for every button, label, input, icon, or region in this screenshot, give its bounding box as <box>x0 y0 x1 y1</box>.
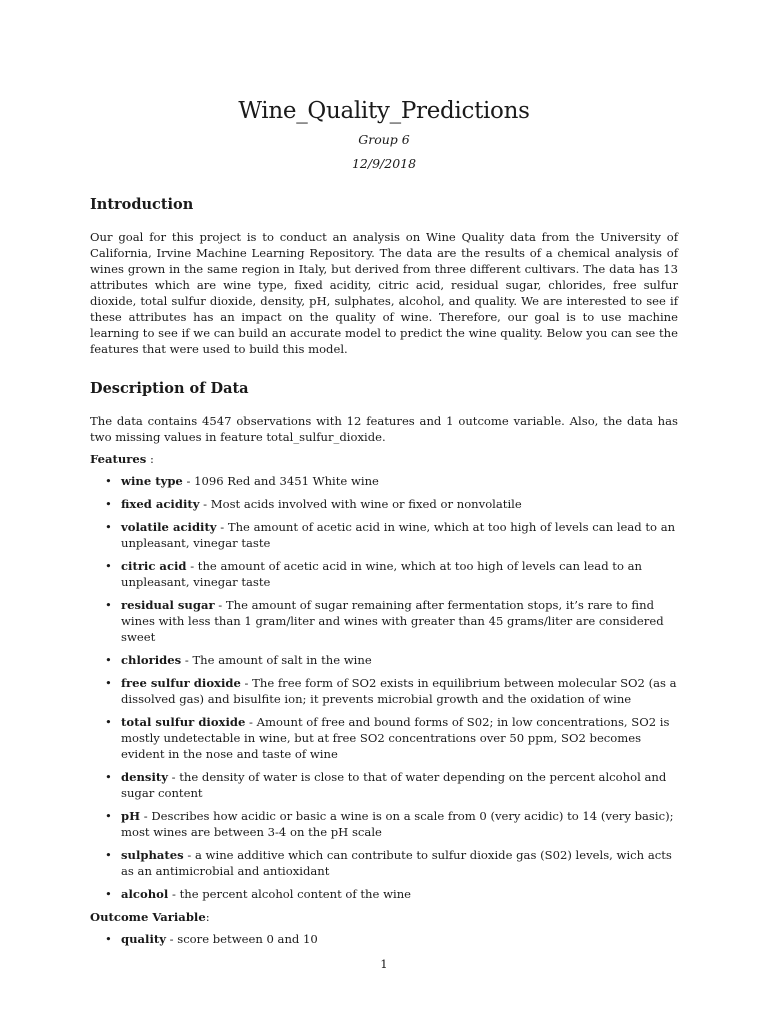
bullet-icon: • <box>105 653 112 667</box>
list-item-description: - a wine additive which can contribute to sulfur dioxide gas (S02) levels, wich acts as an antimicrobial and antioxidant <box>121 848 672 878</box>
list-item <box>90 808 678 840</box>
list-item <box>90 496 678 512</box>
list-item-term: density <box>121 770 168 784</box>
list-item-description: - The amount of sugar remaining after fermentation stops, it’s rare to find wines with less than 1 gram/liter and wines with greater than 45 grams/liter are considered sweet <box>121 598 664 644</box>
list-item-description: - Describes how acidic or basic a wine is on a scale from 0 (very acidic) to 14 (very basic); most wines are between 3-4 on the pH scale <box>121 809 674 839</box>
bullet-icon: • <box>105 676 112 690</box>
introduction-paragraph: Our goal for this project is to conduct an analysis on Wine Quality data from the University of California, Irvine Machine Learning Repository. The data are the results of a chemical analysis of wines grown in the same region in Italy, but derived from three different cultivars. The data has 13 attributes which are wine type, fixed acidity, citric acid, residual sugar, chlorides, free sulfur dioxide, total sulfur dioxide, density, pH, sulphates, alcohol, and quality. We are interested to see if these attributes has an impact on the quality of wine. Therefore, our goal is to use machine learning to see if we can build an accurate model to predict the wine quality. Below you can see the features that were used to build this model. <box>90 230 678 356</box>
list-item-description: - The amount of acetic acid in wine, which at too high of levels can lead to an unpleasant, vinegar taste <box>121 520 676 550</box>
list-item-description: - the amount of acetic acid in wine, which at too high of levels can lead to an unpleasant, vinegar taste <box>121 559 643 589</box>
bullet-icon: • <box>105 559 112 573</box>
description-heading: Description of Data <box>90 380 249 397</box>
list-item-term: alcohol <box>121 887 169 901</box>
bullet-icon: • <box>105 809 112 823</box>
bullet-icon: • <box>105 598 112 612</box>
features-label-text: Features <box>90 452 147 466</box>
list-item <box>90 931 678 947</box>
bullet-icon: • <box>105 497 112 511</box>
list-item-description: - the density of water is close to that of water depending on the percent alcohol and sugar content <box>121 770 667 800</box>
list-item-term: quality <box>121 932 166 946</box>
features-label-suffix: : <box>146 452 154 466</box>
features-label <box>90 451 678 467</box>
list-item-term: fixed acidity <box>121 497 200 511</box>
list-item-term: residual sugar <box>121 598 215 612</box>
list-item <box>90 769 678 801</box>
list-item <box>90 714 678 762</box>
list-item-description: - the percent alcohol content of the wine <box>168 887 412 901</box>
outcome-label-suffix: : <box>205 910 210 924</box>
list-item <box>90 847 678 879</box>
introduction-heading: Introduction <box>90 196 194 213</box>
list-item-description: - Most acids involved with wine or fixed or nonvolatile <box>199 497 522 511</box>
list-item-description: - The free form of SO2 exists in equilibrium between molecular SO2 (as a dissolved gas) and bisulfite ion; it prevents microbial growth and the oxidation of wine <box>121 676 677 706</box>
list-item <box>90 597 678 645</box>
bullet-icon: • <box>105 848 112 862</box>
outcome-list <box>90 931 678 947</box>
outcome-label-text: Outcome Variable <box>90 910 206 924</box>
list-item-description: - The amount of salt in the wine <box>181 653 372 667</box>
features-list <box>90 473 678 902</box>
list-item-description: - score between 0 and 10 <box>165 932 318 946</box>
list-item <box>90 886 678 902</box>
list-item-description: - 1096 Red and 3451 White wine <box>182 474 379 488</box>
document-title: Wine_Quality_Predictions <box>238 98 530 124</box>
bullet-icon: • <box>105 474 112 488</box>
list-item-term: free sulfur dioxide <box>121 676 241 690</box>
bullet-icon: • <box>105 932 112 946</box>
list-item-term: sulphates <box>121 848 184 862</box>
bullet-icon: • <box>105 887 112 901</box>
document-author: Group 6 <box>358 132 410 147</box>
list-item-term: pH <box>121 809 141 823</box>
list-item-term: chlorides <box>121 653 182 667</box>
list-item-term: volatile acidity <box>121 520 217 534</box>
page-number: 1 <box>380 957 388 971</box>
bullet-icon: • <box>105 520 112 534</box>
list-item <box>90 558 678 590</box>
list-item <box>90 519 678 551</box>
outcome-label <box>90 909 678 925</box>
list-item-term: total sulfur dioxide <box>121 715 246 729</box>
list-item-term: citric acid <box>121 559 187 573</box>
description-paragraph: The data contains 4547 observations with 12 features and 1 outcome variable. Also, the data has two missing values in feature total_sulfur_dioxide. <box>90 414 678 444</box>
list-item-term: wine type <box>121 474 183 488</box>
page-content <box>90 96 678 954</box>
list-item <box>90 675 678 707</box>
bullet-icon: • <box>105 715 112 729</box>
bullet-icon: • <box>105 770 112 784</box>
document-date: 12/9/2018 <box>351 156 417 171</box>
list-item-description: - Amount of free and bound forms of S02; in low concentrations, SO2 is mostly undetectable in wine, but at free SO2 concentrations over 50 ppm, SO2 becomes evident in the nose and taste of wine <box>121 715 670 761</box>
list-item <box>90 473 678 489</box>
list-item <box>90 652 678 668</box>
